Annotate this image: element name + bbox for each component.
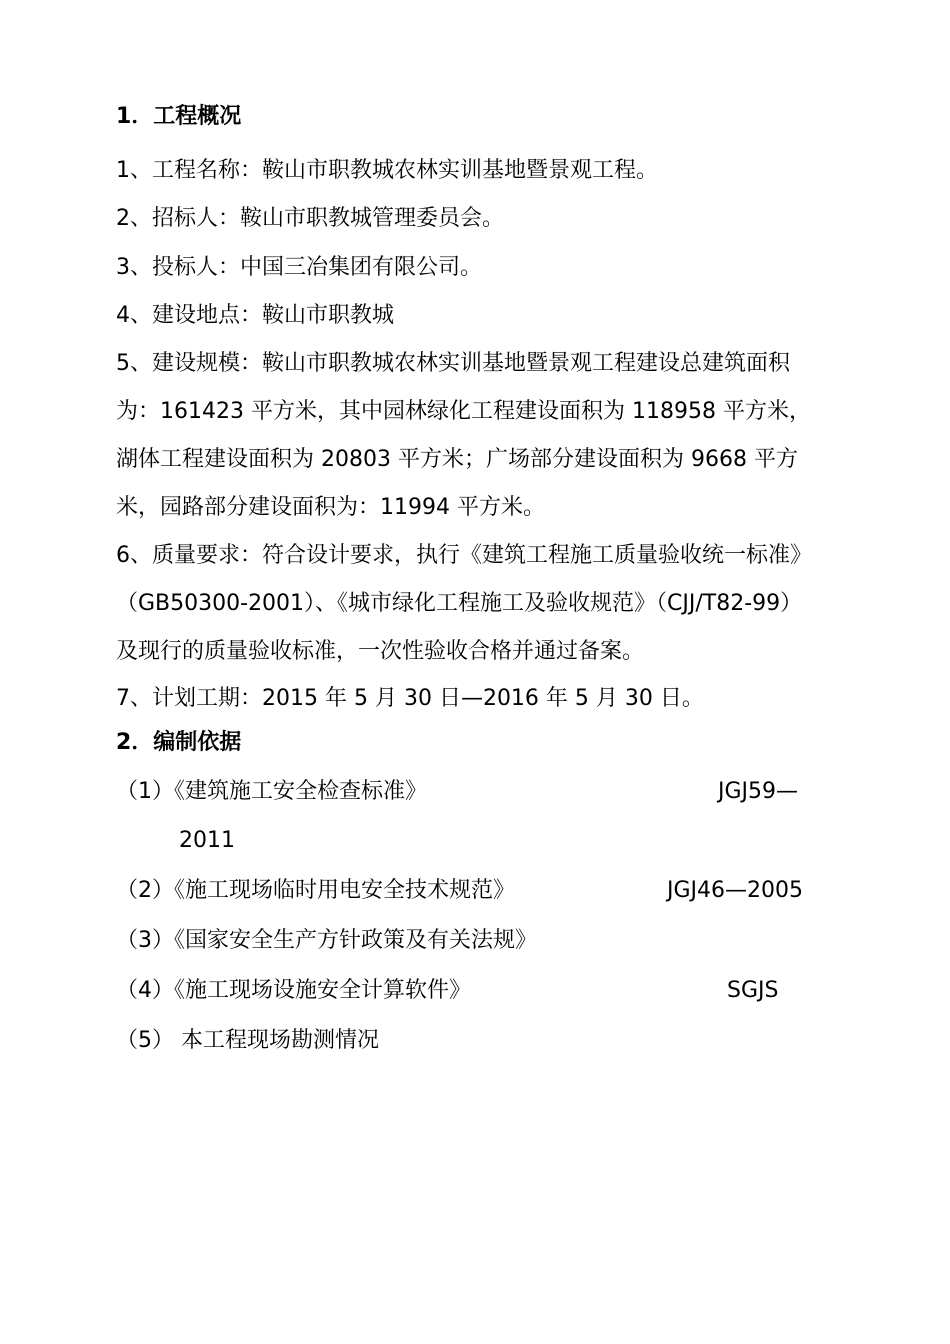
- reference-code-continued: 2011: [179, 828, 235, 853]
- scale-line-4: 米，园路部分建设面积为：11994 平方米。: [116, 495, 545, 520]
- reference-item: （2）《施工现场临时用电安全技术规范》: [116, 878, 515, 903]
- reference-code: JGJ46—2005: [667, 878, 804, 903]
- reference-code: SGJS: [727, 978, 779, 1003]
- section-heading: 1．工程概况: [116, 104, 242, 129]
- reference-item: （3）《国家安全生产方针政策及有关法规》: [116, 928, 537, 953]
- bidder-line: 3、投标人：中国三冶集团有限公司。: [116, 255, 482, 280]
- reference-item: （5） 本工程现场勘测情况: [116, 1028, 379, 1053]
- reference-item: （1）《建筑施工安全检查标准》: [116, 779, 427, 804]
- reference-code: JGJ59—: [718, 779, 799, 804]
- quality-line-1: 6、质量要求：符合设计要求，执行《建筑工程施工质量验收统一标准》: [116, 543, 812, 568]
- scale-line-3: 湖体工程建设面积为 20803 平方米；广场部分建设面积为 9668 平方: [116, 447, 798, 472]
- tenderer-line: 2、招标人：鞍山市职教城管理委员会。: [116, 206, 504, 231]
- project-name-line: 1、工程名称：鞍山市职教城农林实训基地暨景观工程。: [116, 158, 658, 183]
- location-line: 4、建设地点：鞍山市职教城: [116, 303, 394, 328]
- section-heading: 2．编制依据: [116, 730, 242, 755]
- scale-line-2: 为：161423 平方米，其中园林绿化工程建设面积为 118958 平方米，: [116, 399, 811, 424]
- reference-item: （4）《施工现场设施安全计算软件》: [116, 978, 471, 1003]
- quality-line-3: 及现行的质量验收标准，一次性验收合格并通过备案。: [116, 639, 645, 664]
- quality-line-2: （GB50300-2001）、《城市绿化工程施工及验收规范》（CJJ/T82-99）: [116, 591, 803, 616]
- scale-line-1: 5、建设规模：鞍山市职教城农林实训基地暨景观工程建设总建筑面积: [116, 351, 790, 376]
- schedule-line: 7、计划工期：2015 年 5 月 30 日—2016 年 5 月 30 日。: [116, 686, 704, 711]
